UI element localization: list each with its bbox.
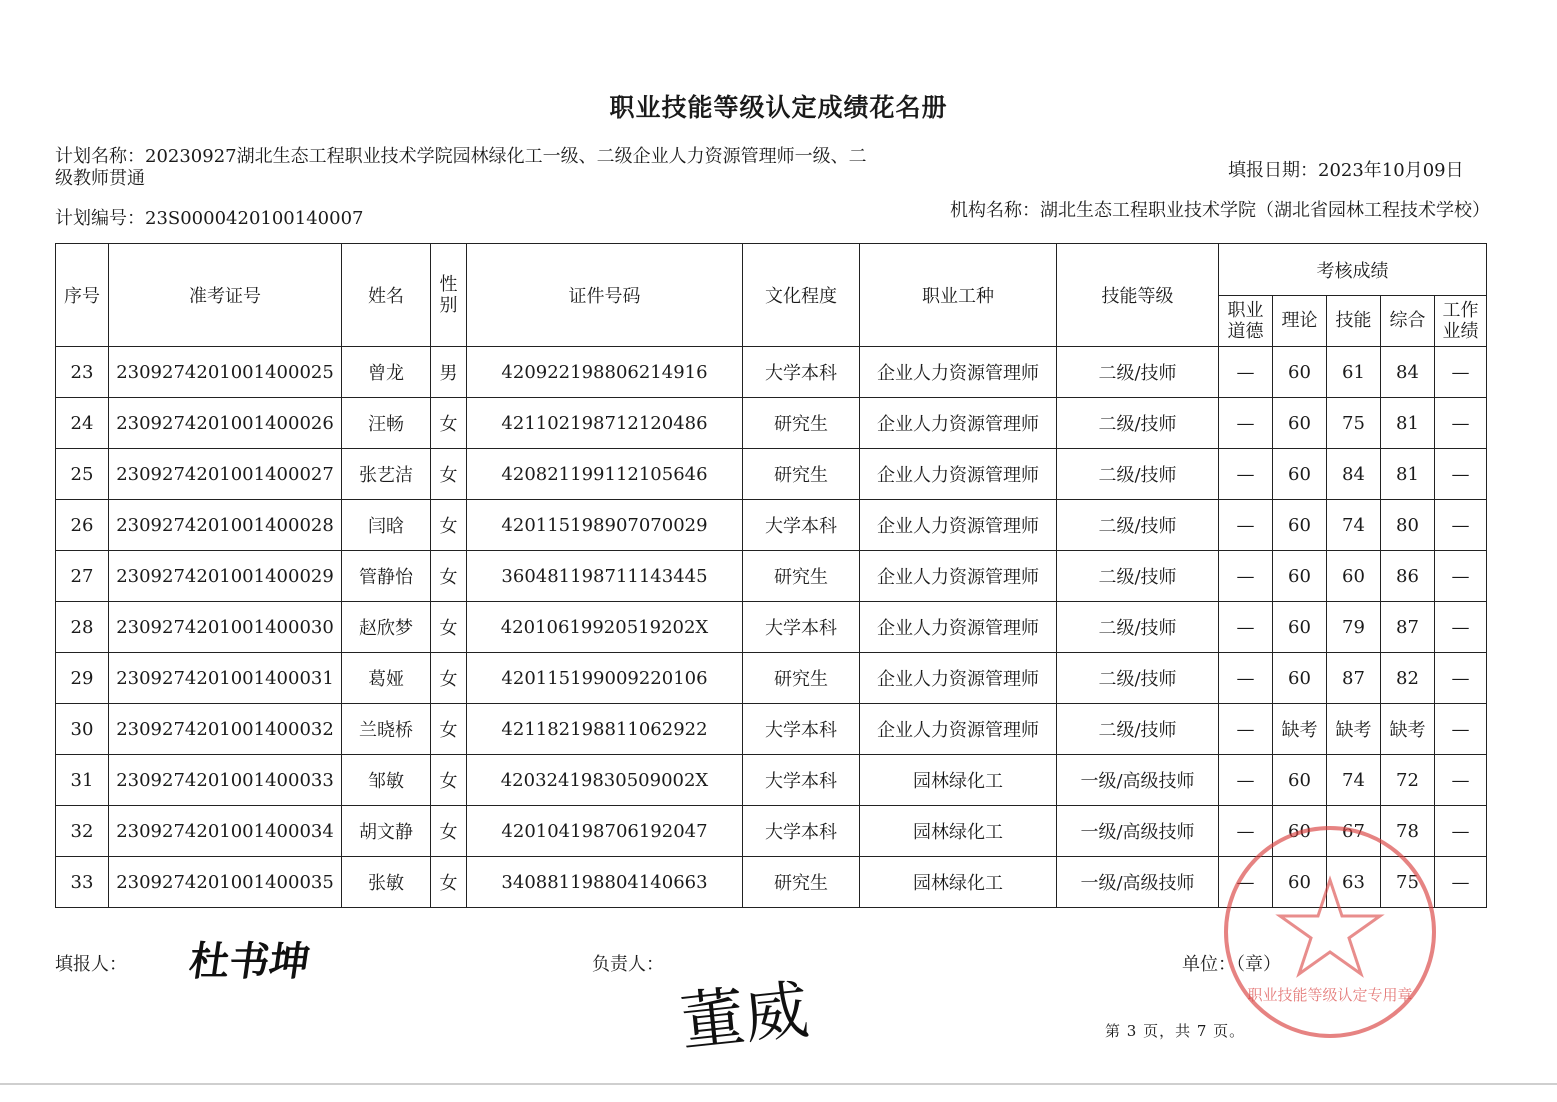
cell-gender: 女 [431,500,467,551]
header-scores-group: 考核成绩 [1219,244,1487,296]
cell-education: 大学本科 [743,755,860,806]
cell-gender: 女 [431,653,467,704]
cell-work: — [1435,449,1487,500]
cell-gender: 女 [431,398,467,449]
cell-total: 78 [1381,806,1435,857]
cell-name: 张敏 [342,857,431,908]
header-total: 综合 [1381,296,1435,347]
cell-ethics: — [1219,449,1273,500]
cell-theory: 60 [1273,347,1327,398]
cell-education: 大学本科 [743,806,860,857]
cell-ethics: — [1219,857,1273,908]
cell-gender: 女 [431,602,467,653]
cell-gender: 女 [431,806,467,857]
cell-exam-no: 2309274201001400033 [109,755,342,806]
table-row [56,449,1487,500]
header-skill: 技能 [1327,296,1381,347]
page-info: 第 3 页，共 7 页。 [1105,1022,1246,1040]
cell-exam-no: 2309274201001400025 [109,347,342,398]
cell-gender: 女 [431,449,467,500]
manager-label: 负责人： [592,954,664,975]
table-row [56,500,1487,551]
unit-label: 单位：（章） [1182,954,1281,975]
cell-exam-no: 2309274201001400028 [109,500,342,551]
cell-gender: 女 [431,704,467,755]
cell-work: — [1435,398,1487,449]
cell-name: 管静怡 [342,551,431,602]
cell-id-no: 360481198711143445 [467,551,743,602]
cell-theory: 缺考 [1273,704,1327,755]
table-row [56,398,1487,449]
cell-work: — [1435,755,1487,806]
cell-exam-no: 2309274201001400035 [109,857,342,908]
cell-gender: 男 [431,347,467,398]
cell-seq: 33 [56,857,109,908]
cell-ethics: — [1219,653,1273,704]
cell-skill: 61 [1327,347,1381,398]
table-row [56,551,1487,602]
cell-education: 研究生 [743,653,860,704]
cell-occupation: 企业人力资源管理师 [860,704,1057,755]
cell-name: 曾龙 [342,347,431,398]
plan-number: 计划编号：23S0000420100140007 [55,208,364,229]
cell-level: 二级/技师 [1057,551,1219,602]
cell-seq: 31 [56,755,109,806]
cell-ethics: — [1219,500,1273,551]
cell-total: 缺考 [1381,704,1435,755]
cell-theory: 60 [1273,551,1327,602]
cell-exam-no: 2309274201001400034 [109,806,342,857]
cell-education: 研究生 [743,449,860,500]
document-title: 职业技能等级认定成绩花名册 [609,93,948,122]
cell-work: — [1435,653,1487,704]
cell-seq: 30 [56,704,109,755]
cell-level: 二级/技师 [1057,398,1219,449]
cell-education: 研究生 [743,398,860,449]
cell-exam-no: 2309274201001400030 [109,602,342,653]
cell-level: 一级/高级技师 [1057,755,1219,806]
cell-ethics: — [1219,398,1273,449]
cell-level: 二级/技师 [1057,347,1219,398]
cell-ethics: — [1219,806,1273,857]
cell-ethics: — [1219,704,1273,755]
cell-id-no: 42010619920519202X [467,602,743,653]
cell-theory: 60 [1273,857,1327,908]
cell-work: — [1435,602,1487,653]
header-gender: 性别 [431,244,467,347]
cell-occupation: 企业人力资源管理师 [860,398,1057,449]
table-row [56,755,1487,806]
cell-ethics: — [1219,755,1273,806]
cell-education: 大学本科 [743,347,860,398]
cell-education: 研究生 [743,857,860,908]
cell-occupation: 企业人力资源管理师 [860,602,1057,653]
organization-name: 机构名称：湖北生态工程职业技术学院（湖北省园林工程技术学校） [950,200,1490,221]
cell-level: 一级/高级技师 [1057,857,1219,908]
cell-total: 81 [1381,449,1435,500]
stamp-text: 职业技能等级认定专用章 [1247,986,1413,1004]
table-row [56,653,1487,704]
cell-theory: 60 [1273,602,1327,653]
cell-level: 二级/技师 [1057,653,1219,704]
table-row [56,857,1487,908]
cell-gender: 女 [431,551,467,602]
cell-name: 赵欣梦 [342,602,431,653]
cell-skill: 74 [1327,755,1381,806]
cell-exam-no: 2309274201001400031 [109,653,342,704]
cell-seq: 23 [56,347,109,398]
cell-theory: 60 [1273,398,1327,449]
cell-gender: 女 [431,755,467,806]
cell-education: 大学本科 [743,704,860,755]
cell-exam-no: 2309274201001400032 [109,704,342,755]
cell-occupation: 园林绿化工 [860,806,1057,857]
cell-education: 大学本科 [743,602,860,653]
cell-work: — [1435,857,1487,908]
cell-ethics: — [1219,602,1273,653]
cell-total: 80 [1381,500,1435,551]
table-row [56,806,1487,857]
cell-level: 二级/技师 [1057,602,1219,653]
cell-total: 82 [1381,653,1435,704]
cell-ethics: — [1219,551,1273,602]
cell-occupation: 企业人力资源管理师 [860,551,1057,602]
table-row [56,704,1487,755]
cell-name: 闫晗 [342,500,431,551]
table-row [56,602,1487,653]
cell-id-no: 421102198712120486 [467,398,743,449]
cell-id-no: 421182198811062922 [467,704,743,755]
cell-theory: 60 [1273,449,1327,500]
cell-work: — [1435,500,1487,551]
cell-total: 72 [1381,755,1435,806]
cell-level: 二级/技师 [1057,500,1219,551]
cell-ethics: — [1219,347,1273,398]
cell-skill: 75 [1327,398,1381,449]
cell-occupation: 企业人力资源管理师 [860,500,1057,551]
cell-total: 87 [1381,602,1435,653]
cell-id-no: 420115199009220106 [467,653,743,704]
score-roster-table [55,243,1487,908]
cell-id-no: 420104198706192047 [467,806,743,857]
header-work: 工作业绩 [1435,296,1487,347]
cell-total: 86 [1381,551,1435,602]
cell-total: 84 [1381,347,1435,398]
fill-date: 填报日期：2023年10月09日 [1228,160,1464,181]
cell-occupation: 企业人力资源管理师 [860,449,1057,500]
cell-total: 81 [1381,398,1435,449]
cell-seq: 25 [56,449,109,500]
header-level: 技能等级 [1057,244,1219,347]
cell-seq: 24 [56,398,109,449]
cell-seq: 32 [56,806,109,857]
header-seq: 序号 [56,244,109,347]
cell-name: 兰晓桥 [342,704,431,755]
cell-theory: 60 [1273,806,1327,857]
header-education: 文化程度 [743,244,860,347]
cell-id-no: 340881198804140663 [467,857,743,908]
header-exam-no: 准考证号 [109,244,342,347]
cell-id-no: 420821199112105646 [467,449,743,500]
filler-signature: 杜书坤 [186,938,313,985]
table-row [56,347,1487,398]
cell-education: 大学本科 [743,500,860,551]
cell-skill: 63 [1327,857,1381,908]
cell-work: — [1435,806,1487,857]
header-theory: 理论 [1273,296,1327,347]
cell-skill: 79 [1327,602,1381,653]
cell-occupation: 企业人力资源管理师 [860,653,1057,704]
cell-work: — [1435,551,1487,602]
cell-name: 邹敏 [342,755,431,806]
cell-total: 75 [1381,857,1435,908]
cell-education: 研究生 [743,551,860,602]
cell-level: 二级/技师 [1057,449,1219,500]
cell-level: 一级/高级技师 [1057,806,1219,857]
cell-name: 汪畅 [342,398,431,449]
plan-name: 计划名称：20230927湖北生态工程职业技术学院园林绿化工一级、二级企业人力资源管理师一级、二级教师贯通 [55,146,867,189]
cell-name: 葛娅 [342,653,431,704]
cell-exam-no: 2309274201001400027 [109,449,342,500]
cell-skill: 87 [1327,653,1381,704]
header-id-no: 证件号码 [467,244,743,347]
cell-occupation: 企业人力资源管理师 [860,347,1057,398]
cell-level: 二级/技师 [1057,704,1219,755]
cell-skill: 缺考 [1327,704,1381,755]
header-ethics: 职业道德 [1219,296,1273,347]
cell-seq: 29 [56,653,109,704]
cell-skill: 84 [1327,449,1381,500]
cell-theory: 60 [1273,500,1327,551]
cell-name: 胡文静 [342,806,431,857]
cell-seq: 26 [56,500,109,551]
cell-theory: 60 [1273,653,1327,704]
cell-seq: 27 [56,551,109,602]
cell-skill: 67 [1327,806,1381,857]
cell-id-no: 420115198907070029 [467,500,743,551]
header-name: 姓名 [342,244,431,347]
cell-exam-no: 2309274201001400029 [109,551,342,602]
manager-signature: 董威 [677,973,813,1061]
header-occupation: 职业工种 [860,244,1057,347]
cell-gender: 女 [431,857,467,908]
cell-work: — [1435,347,1487,398]
cell-skill: 60 [1327,551,1381,602]
filler-label: 填报人： [55,954,127,975]
cell-id-no: 420922198806214916 [467,347,743,398]
cell-skill: 74 [1327,500,1381,551]
cell-theory: 60 [1273,755,1327,806]
cell-occupation: 园林绿化工 [860,755,1057,806]
cell-name: 张艺洁 [342,449,431,500]
cell-seq: 28 [56,602,109,653]
cell-occupation: 园林绿化工 [860,857,1057,908]
cell-work: — [1435,704,1487,755]
cell-id-no: 42032419830509002X [467,755,743,806]
page-bottom-edge [0,1083,1557,1085]
cell-exam-no: 2309274201001400026 [109,398,342,449]
